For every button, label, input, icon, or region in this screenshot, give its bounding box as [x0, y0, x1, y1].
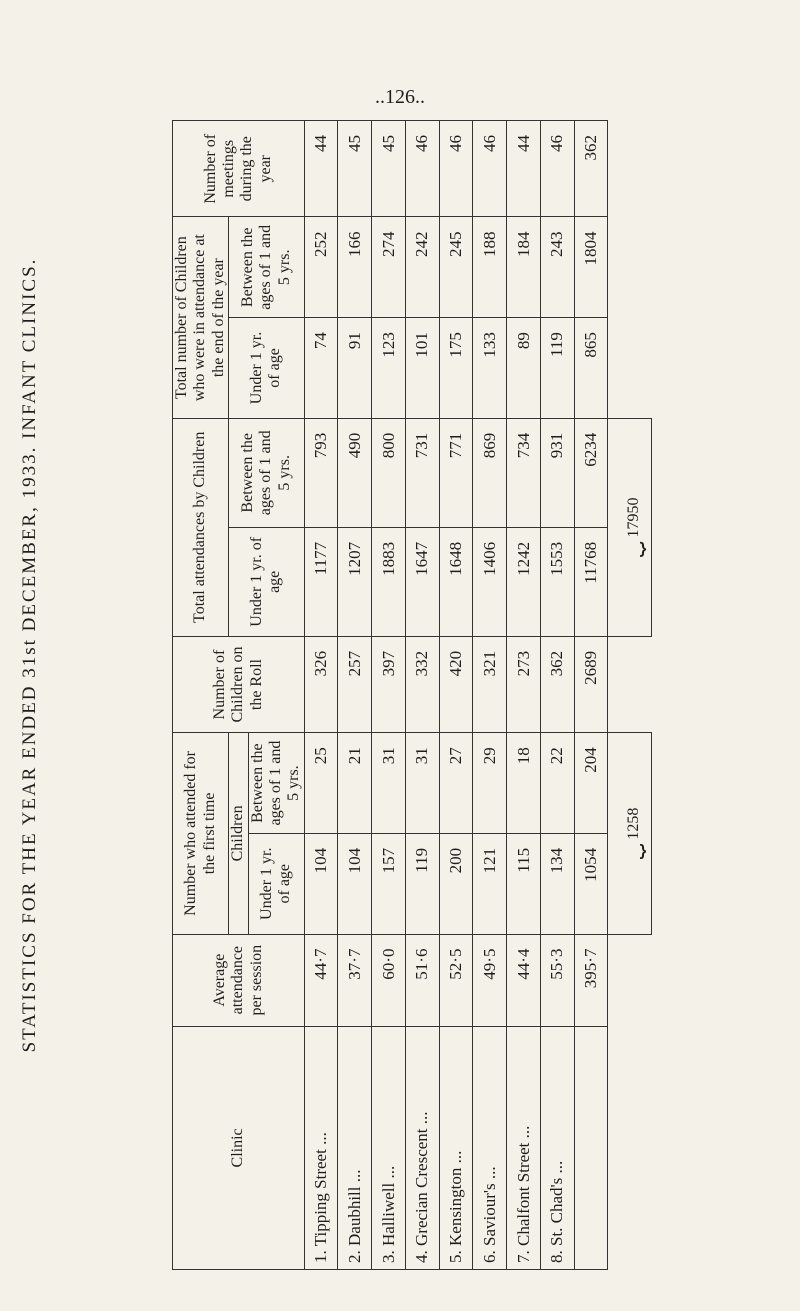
average-attendance: 44·4 [507, 934, 541, 1026]
attendances-under1: 1207 [338, 527, 372, 636]
average-attendance: 52·5 [439, 934, 473, 1026]
table-row [439, 121, 473, 1270]
total-first-under1: 1054 [574, 833, 608, 934]
header-first-under1: Under 1 yr. of age [248, 833, 304, 934]
first-between: 29 [473, 733, 507, 834]
meetings: 46 [405, 121, 439, 218]
clinic-name: 2. Daubhill ... [338, 1026, 372, 1269]
attendances-under1: 1553 [540, 527, 574, 636]
header-end-under1: Under 1 yr. of age [229, 318, 305, 419]
on-roll: 321 [473, 636, 507, 732]
header-end-between: Between the ages of 1 and 5 yrs. [229, 217, 305, 318]
header-average-attendance: Average attendance per session [173, 934, 305, 1026]
meetings: 44 [304, 121, 338, 218]
end-between: 242 [405, 217, 439, 318]
header-clinic: Clinic [173, 1026, 305, 1269]
table-row [372, 121, 406, 1270]
table-row [540, 121, 574, 1270]
total-on-roll: 2689 [574, 636, 608, 732]
first-between: 31 [372, 733, 406, 834]
first-under1: 157 [372, 833, 406, 934]
header-on-roll: Number of Children on the Roll [173, 636, 305, 732]
clinic-name: 4. Grecian Crescent ... [405, 1026, 439, 1269]
attendances-under1: 1647 [405, 527, 439, 636]
end-under1: 119 [540, 318, 574, 419]
average-attendance: 37·7 [338, 934, 372, 1026]
on-roll: 326 [304, 636, 338, 732]
table-row [304, 121, 338, 1270]
statistics-table-container [172, 120, 652, 1270]
meetings: 44 [507, 121, 541, 218]
clinic-name: 8. St. Chad's ... [540, 1026, 574, 1269]
attendances-between: 931 [540, 418, 574, 527]
infant-clinics-table [172, 120, 652, 1270]
average-attendance: 51·6 [405, 934, 439, 1026]
total-meetings: 362 [574, 121, 608, 218]
attendances-under1: 1883 [372, 527, 406, 636]
end-between: 188 [473, 217, 507, 318]
attendances-between: 734 [507, 418, 541, 527]
attendances-under1: 1648 [439, 527, 473, 636]
average-attendance: 60·0 [372, 934, 406, 1026]
first-under1: 104 [304, 833, 338, 934]
on-roll: 397 [372, 636, 406, 732]
end-between: 243 [540, 217, 574, 318]
first-under1: 115 [507, 833, 541, 934]
average-attendance: 44·7 [304, 934, 338, 1026]
header-children: Children [229, 733, 248, 934]
attendances-between: 771 [439, 418, 473, 527]
end-under1: 89 [507, 318, 541, 419]
end-under1: 175 [439, 318, 473, 419]
totals-row [574, 121, 608, 1270]
on-roll: 362 [540, 636, 574, 732]
combined-attendances: 17950 [624, 497, 642, 538]
average-attendance: 49·5 [473, 934, 507, 1026]
attendances-between: 731 [405, 418, 439, 527]
header-first-between: Between the ages of 1 and 5 yrs. [248, 733, 304, 834]
attendances-between: 800 [372, 418, 406, 527]
total-end-between: 1804 [574, 217, 608, 318]
page-heading: STATISTICS FOR THE YEAR ENDED 31st DECEMBER, 1933. INFANT CLINICS. [19, 257, 40, 1053]
header-total-at-end: Total number of Children who were in attendance at the end of the year [173, 217, 229, 418]
brace-icon: ⏟ [614, 843, 644, 860]
attendances-between: 869 [473, 418, 507, 527]
first-between: 21 [338, 733, 372, 834]
first-under1: 200 [439, 833, 473, 934]
clinic-name: 1. Tipping Street ... [304, 1026, 338, 1269]
end-between: 245 [439, 217, 473, 318]
combined-attendances-cell [608, 418, 652, 636]
header-att-between: Between the ages of 1 and 5 yrs. [229, 418, 305, 527]
end-between: 274 [372, 217, 406, 318]
attendances-between: 490 [338, 418, 372, 527]
end-under1: 133 [473, 318, 507, 419]
on-roll: 273 [507, 636, 541, 732]
table-row [507, 121, 541, 1270]
header-total-attendances: Total attendances by Children [173, 418, 229, 636]
clinic-name: 7. Chalfont Street ... [507, 1026, 541, 1269]
first-between: 27 [439, 733, 473, 834]
clinic-name: 5. Kensington ... [439, 1026, 473, 1269]
on-roll: 332 [405, 636, 439, 732]
meetings: 45 [338, 121, 372, 218]
attendances-under1: 1242 [507, 527, 541, 636]
attendances-between: 793 [304, 418, 338, 527]
brace-icon: ⏟ [614, 541, 644, 558]
end-between: 252 [304, 217, 338, 318]
first-under1: 134 [540, 833, 574, 934]
table-row [473, 121, 507, 1270]
meetings: 46 [540, 121, 574, 218]
combined-first-time: 1258 [624, 807, 642, 840]
meetings: 46 [439, 121, 473, 218]
end-under1: 101 [405, 318, 439, 419]
first-under1: 104 [338, 833, 372, 934]
end-under1: 91 [338, 318, 372, 419]
first-between: 18 [507, 733, 541, 834]
first-between: 25 [304, 733, 338, 834]
meetings: 45 [372, 121, 406, 218]
total-end-under1: 865 [574, 318, 608, 419]
first-between: 22 [540, 733, 574, 834]
total-average-attendance: 395·7 [574, 934, 608, 1026]
header-meetings: Number of meetings during the year [173, 121, 305, 218]
total-first-between: 204 [574, 733, 608, 834]
on-roll: 257 [338, 636, 372, 732]
page-number: ..126.. [375, 86, 425, 108]
average-attendance: 55·3 [540, 934, 574, 1026]
end-between: 184 [507, 217, 541, 318]
table-row [405, 121, 439, 1270]
totals-label-cell [574, 1026, 608, 1269]
end-under1: 123 [372, 318, 406, 419]
attendances-under1: 1406 [473, 527, 507, 636]
table-row [338, 121, 372, 1270]
on-roll: 420 [439, 636, 473, 732]
header-att-under1: Under 1 yr. of age [229, 527, 305, 636]
clinic-name: 3. Halliwell ... [372, 1026, 406, 1269]
end-under1: 74 [304, 318, 338, 419]
attendances-under1: 1177 [304, 527, 338, 636]
first-under1: 121 [473, 833, 507, 934]
total-attendances-between: 6234 [574, 418, 608, 527]
end-between: 166 [338, 217, 372, 318]
first-under1: 119 [405, 833, 439, 934]
first-between: 31 [405, 733, 439, 834]
header-first-time: Number who attended for the first time [173, 733, 229, 934]
total-attendances-under1: 11768 [574, 527, 608, 636]
meetings: 46 [473, 121, 507, 218]
combined-totals-row [608, 121, 652, 1270]
clinic-name: 6. Saviour's ... [473, 1026, 507, 1269]
combined-first-time-cell [608, 733, 652, 934]
